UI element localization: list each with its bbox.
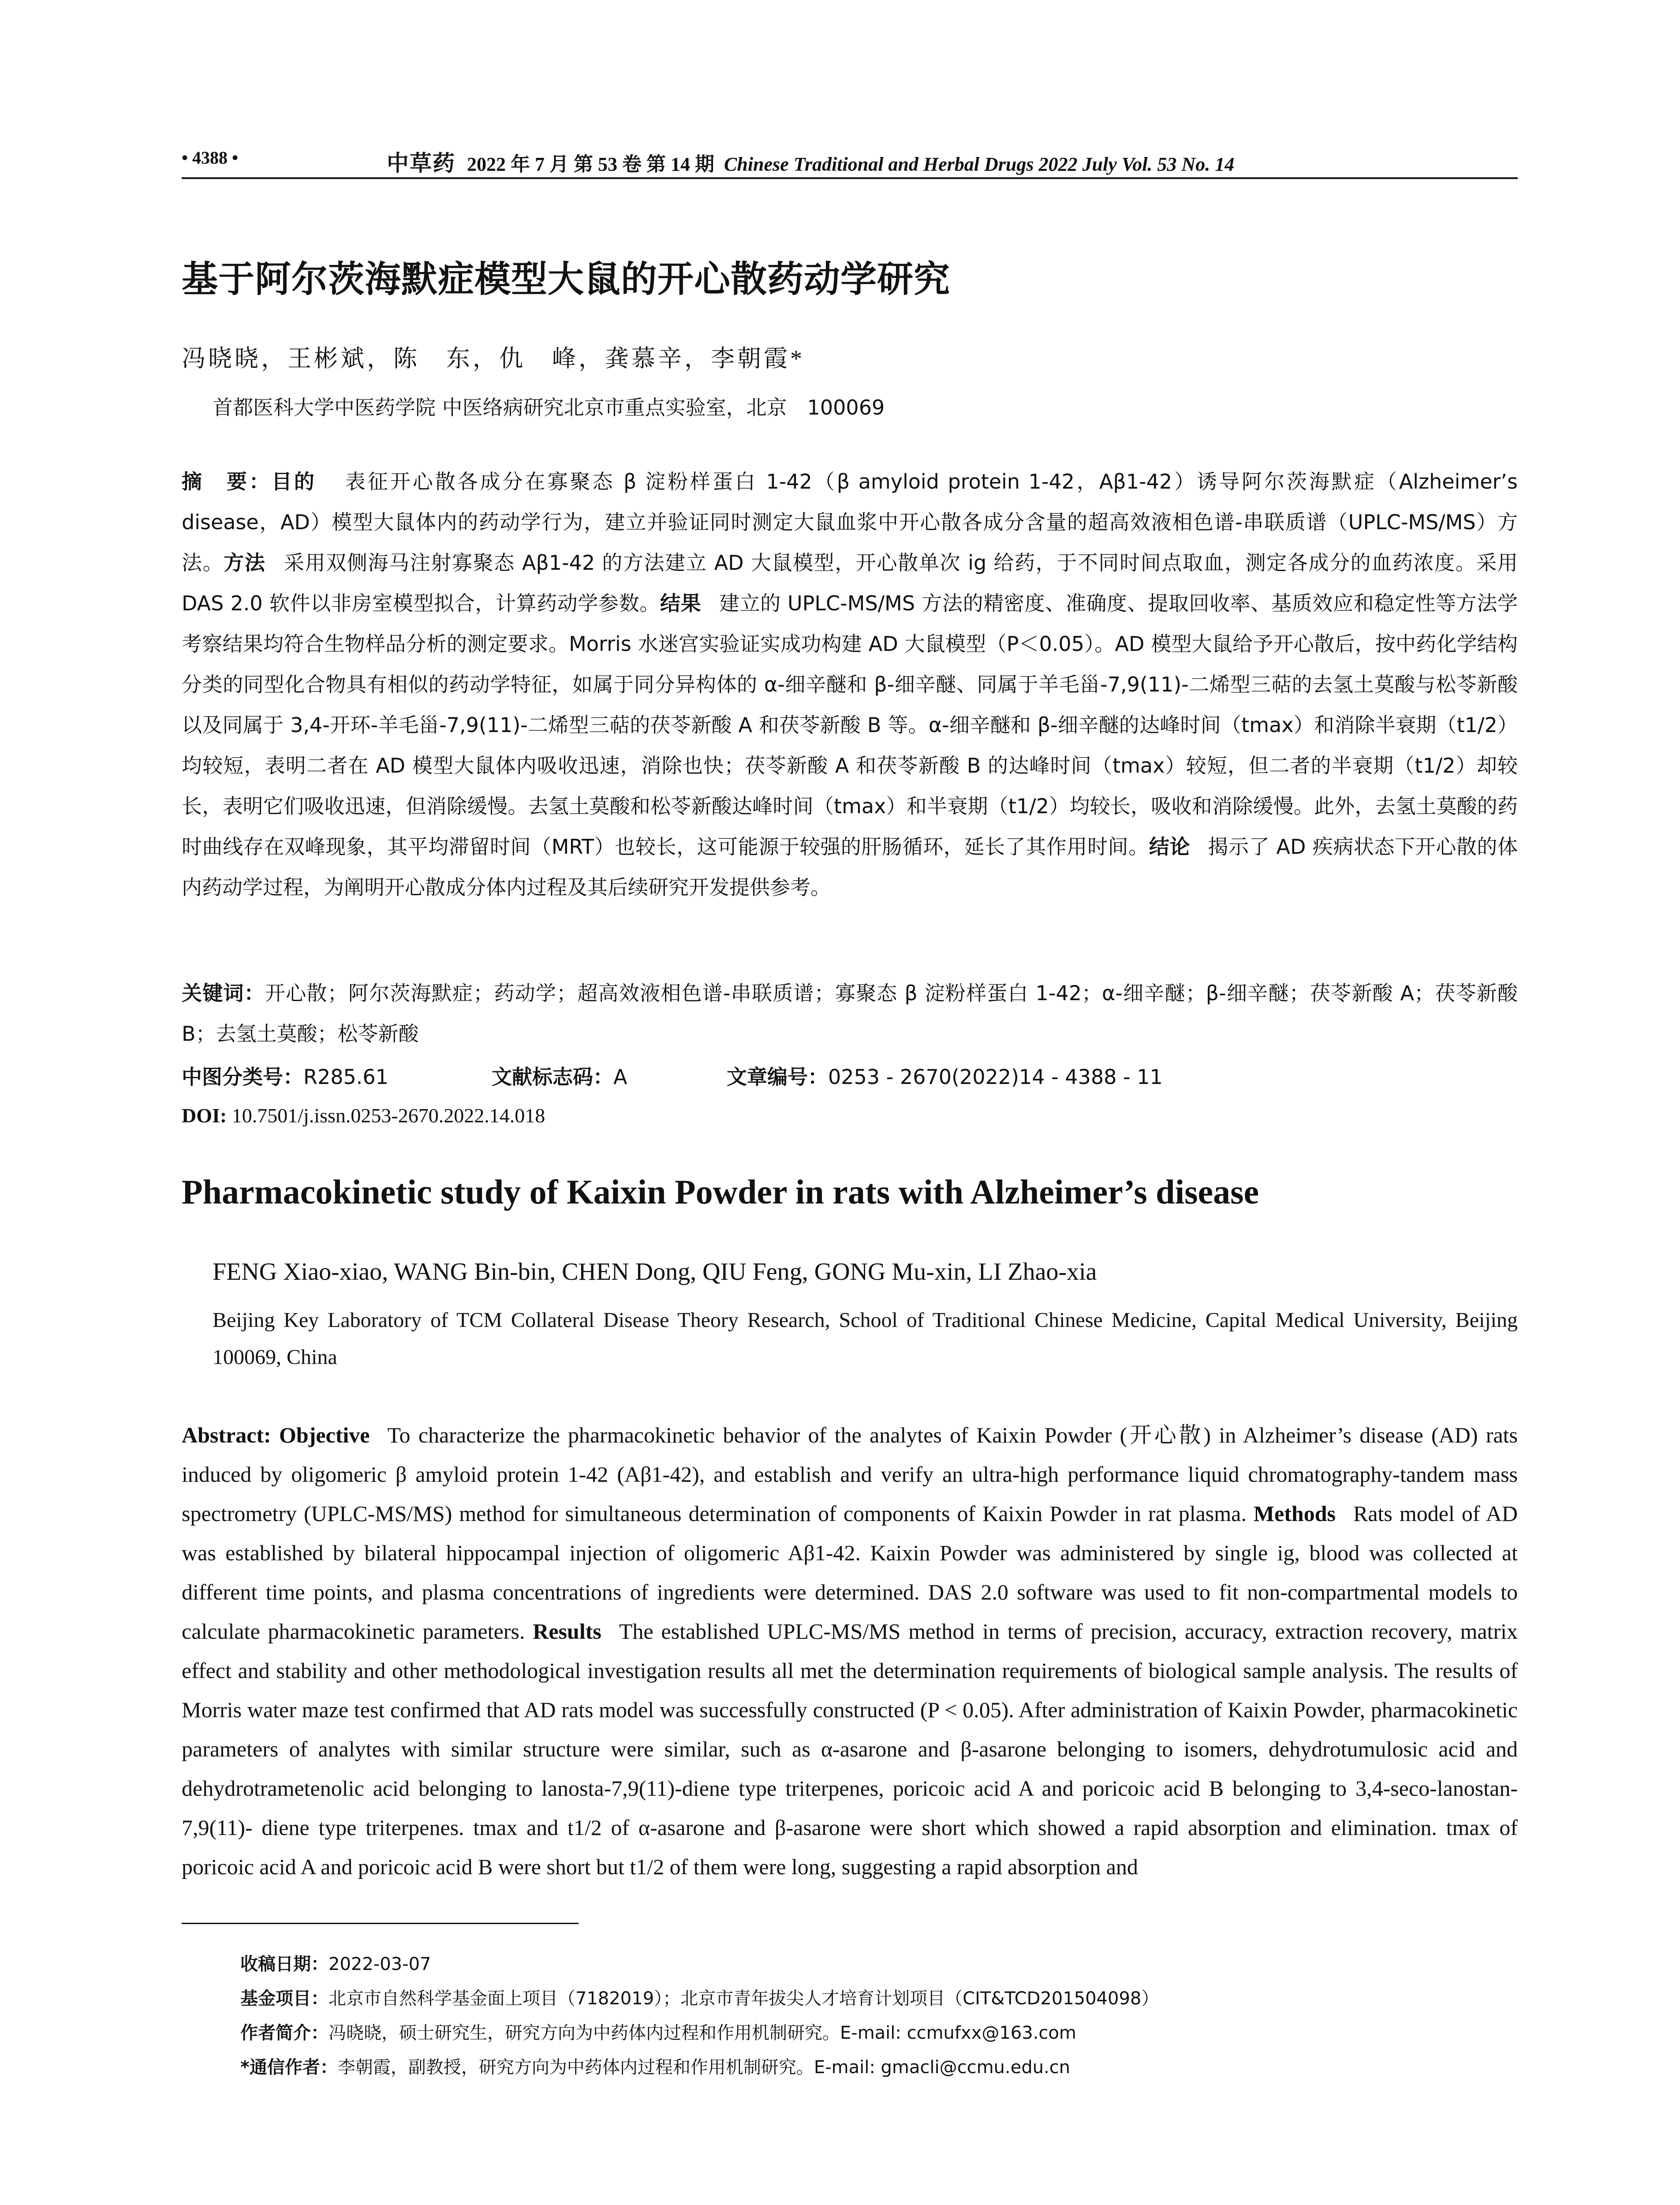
journal-issue-cn: 2022 年 7 月 第 53 卷 第 14 期 [467, 153, 714, 175]
conclusion-label-cn: 结论 [1149, 835, 1190, 859]
journal-info [387, 146, 1234, 177]
corr-label: *通信作者： [240, 2057, 338, 2078]
doi [182, 1095, 545, 1136]
doc-value: A [613, 1065, 627, 1089]
abstract-cn [182, 461, 1518, 968]
keywords-text: 开心散；阿尔茨海默症；药动学；超高效液相色谱-串联质谱；寡聚态 β 淀粉样蛋白 1-42；α-细辛醚；β-细辛醚；茯苓新酸 A；茯苓新酸 B；去氢土莫酸；松苓新酸 [182, 981, 1518, 1046]
footnote-rule [182, 1923, 579, 1924]
affiliation-cn: 首都医科大学中医药学院 中医络病研究北京市重点实验室，北京 100069 [213, 396, 885, 419]
conclusion-cn: 揭示了 AD 疾病状态下开心散的体内药动学过程，为阐明开心散成分体内过程及其后续研究开发提供参考。 [182, 835, 1518, 899]
footnote-received [240, 1950, 431, 1975]
doi-label: DOI: [182, 1104, 227, 1127]
methods-en: Rats model of AD was established by bilateral hippocampal injection of oligomeric Aβ1-42. Kaixin Powder was administered by single ig, blood was collected at different time points, and plasma concentrations of ingredients were determined. DAS 2.0 software was used to fit non-compartmental models to calculate pharmacokinetic parameters. [182, 1501, 1518, 1644]
bio-text: 冯晓晓，硕士研究生，研究方向为中药体内过程和作用机制研究。E-mail: ccmufxx@163.com [329, 2023, 1076, 2043]
title-en: Pharmacokinetic study of Kaixin Powder in rats with Alzheimer’s disease [182, 1173, 1259, 1211]
results-cn: 建立的 UPLC-MS/MS 方法的精密度、准确度、提取回收率、基质效应和稳定性等方法学考察结果均符合生物样品分析的测定要求。Morris 水迷宫实验证实成功构建 AD 大鼠模型（P＜0.05）。AD 模型大鼠给予开心散后，按中药化学结构分类的同型化合物具有相似的药动学特征，如属于同分异构体的 α-细辛醚和 β-细辛醚、同属于羊毛甾-7,9(11)-二烯型三萜的去氢土莫酸与松苓新酸以及同属于 3,4-开环-羊毛甾-7,9(11)-二烯型三萜的茯苓新酸 A 和茯苓新酸 B 等。α-细辛醚和 β-细辛醚的达峰时间（tmax）和消除半衰期（t1/2）均较短，表明二者在 AD 模型大鼠体内吸收迅速，消除也快；茯苓新酸 A 和茯苓新酸 B 的达峰时间（tmax）较短，但二者的半衰期（t1/2）却较长，表明它们吸收迅速，但消除缓慢。去氢土莫酸和松苓新酸达峰时间（tmax）和半衰期（t1/2）均较长，吸收和消除缓慢。此外，去氢土莫酸的药时曲线存在双峰现象，其平均滞留时间（MRT）也较长，这可能源于较强的肝肠循环，延长了其作用时间。 [182, 591, 1518, 859]
objective-label-cn: 目的 [271, 470, 317, 493]
affiliation-en: Beijing Key Laboratory of TCM Collateral Disease Theory Research, School of Traditional Chinese Medicine, Capital Medical University, Beijing 100069, China [213, 1308, 1518, 1369]
abstract-cn-label: 摘 要： [182, 470, 272, 493]
corr-text: 李朝霞，副教授，研究方向为中药体内过程和作用机制研究。E-mail: gmacli@ccmu.edu.cn [337, 2057, 1071, 2078]
objective-label-en: Objective [279, 1423, 370, 1447]
journal-issue-en: Chinese Traditional and Herbal Drugs 2022 July Vol. 53 No. 14 [724, 153, 1235, 175]
footnote-author-bio [240, 2019, 1076, 2044]
fund-label: 基金项目： [240, 1988, 329, 2009]
abstract-en [182, 1416, 1518, 1905]
keywords-cn [182, 973, 1518, 1057]
title-cn: 基于阿尔茨海默症模型大鼠的开心散药动学研究 [182, 258, 951, 300]
objective-en: To characterize the pharmacokinetic behavior of the analytes of Kaixin Powder (开心散) in Alzheimer’s disease (AD) rats induced by oligomeric β amyloid protein 1-42 (Aβ1-42), and establish and verify an ultra-high performance liquid chromatography-tandem mass spectrometry (UPLC-MS/MS) method for simultaneous determination of components of Kaixin Powder in rat plasma. [182, 1423, 1518, 1526]
journal-logo: 中草药 [387, 150, 455, 176]
clc-number [182, 1065, 388, 1089]
methods-label-en: Methods [1253, 1501, 1336, 1526]
received-label: 收稿日期： [240, 1954, 329, 1974]
running-header [182, 146, 1518, 176]
authors-en: FENG Xiao-xiao, WANG Bin-bin, CHEN Dong, QIU Feng, GONG Mu-xin, LI Zhao-xia [213, 1258, 1097, 1286]
results-label-cn: 结果 [660, 591, 702, 615]
methods-cn: 采用双侧海马注射寡聚态 Aβ1-42 的方法建立 AD 大鼠模型，开心散单次 ig 给药，于不同时间点取血，测定各成分的血药浓度。采用 DAS 2.0 软件以非房室模型拟合，计算药动学参数。 [182, 551, 1518, 615]
results-en: The established UPLC-MS/MS method in terms of precision, accuracy, extraction recovery, matrix effect and stability and other methodological investigation results all met the determination requirements of biological sample analysis. The results of Morris water maze test confirmed that AD rats model was successfully constructed (P < 0.05). After administration of Kaixin Powder, pharmacokinetic parameters of analytes with similar structure were similar, such as α-asarone and β-asarone belonging to isomers, dehydrotumulosic acid and dehydrotrametenolic acid belonging to lanosta-7,9(11)-diene type triterpenes, poricoic acid A and poricoic acid B belonging to 3,4-seco-lanostan-7,9(11)- diene type triterpenes. tmax and t1/2 of α-asarone and β-asarone were short which showed a rapid absorption and elimination. tmax of poricoic acid A and poricoic acid B were short but t1/2 of them were long, suggesting a rapid absorption and [182, 1619, 1518, 1879]
header-rule [182, 177, 1518, 179]
keywords-label: 关键词： [182, 981, 265, 1005]
clc-label: 中图分类号： [182, 1065, 303, 1089]
bio-label: 作者简介： [240, 2023, 329, 2043]
clc-value: R285.61 [303, 1065, 388, 1089]
received-date: 2022-03-07 [329, 1954, 431, 1974]
article-value: 0253 - 2670(2022)14 - 4388 - 11 [828, 1065, 1163, 1089]
authors-cn: 冯晓晓，王彬斌，陈 东，仇 峰，龚慕辛，李朝霞* [182, 345, 805, 372]
doc-code [492, 1057, 627, 1097]
abstract-en-label: Abstract: [182, 1423, 271, 1447]
article-label: 文章编号： [727, 1065, 828, 1089]
page-number: • 4388 • [182, 148, 239, 168]
footnote-fund [240, 1984, 1159, 2010]
objective-cn: 表征开心散各成分在寡聚态 β 淀粉样蛋白 1-42（β amyloid protein 1-42，Aβ1-42）诱导阿尔茨海默症（Alzheimer’s disease，AD）模型大鼠体内的药动学行为，建立并验证同时测定大鼠血浆中开心散各成分含量的超高效液相色谱-串联质谱（UPLC-MS/MS）方法。 [182, 470, 1518, 575]
fund-text: 北京市自然科学基金面上项目（7182019）；北京市青年拔尖人才培育计划项目（CIT&TCD201504098） [329, 1988, 1159, 2009]
results-label-en: Results [533, 1619, 601, 1644]
footnote-corresponding [240, 2053, 1070, 2078]
article-number [727, 1057, 1163, 1097]
doi-link[interactable]: 10.7501/j.issn.0253-2670.2022.14.018 [231, 1104, 545, 1127]
methods-label-cn: 方法 [224, 551, 266, 575]
doc-label: 文献标志码： [492, 1065, 613, 1089]
classification-line [182, 1057, 1163, 1097]
